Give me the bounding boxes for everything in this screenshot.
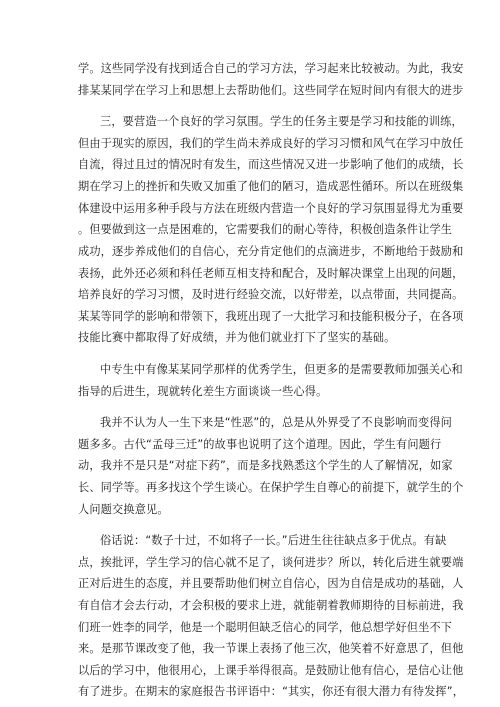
text-line: 题多多。古代“孟母三迁”的故事也说明了这个道理。因此，学生有问题行: [78, 437, 442, 451]
text-line: 表扬，此外还必须和科任老师互相支持和配合，及时解决课堂上出现的问题，: [78, 266, 464, 280]
text-line: 培养良好的学习习惯，及时进行经验交流，以好带差，以点带面，共同提高。: [78, 288, 464, 302]
paragraph-start-line: 俗话说：“数子十过，不如将子一长。”后进生往往缺点多于优点。有缺: [100, 534, 447, 548]
text-line: 但由于现实的原因，我们的学生尚未养成良好的学习习惯和风气在学习中放任: [78, 136, 464, 150]
paragraph-start-line: 我并不认为人一生下来是“性恶”的，总是从外界受了不良影响而变得问: [100, 416, 453, 430]
text-line: 长、同学等。再多找这个学生谈心。在保护学生自尊心的前提下，就学生的个: [78, 480, 464, 494]
text-line: 学。这些同学没有找到适合自己的学习方法，学习起来比较被动。为此，我安: [78, 62, 464, 75]
text-line: 们班一姓李的同学，他是一个聪明但缺乏信心的同学，他总想学好但坐不下: [78, 620, 453, 634]
text-line: 。但要做到这一点是困难的，它需要我们的耐心等待，积极创造条件让学生: [78, 223, 453, 237]
text-line: 点，挨批评，学生学习的信心就不足了，谈何进步？所以，转化后进生就要端: [78, 555, 464, 569]
text-line: 指导的后进生，现就转化差生方面谈谈一些心得。: [78, 384, 328, 398]
text-line: 有了进步。在期末的家庭报告书评语中：“其实，你还有很大潜力有待发挥”，: [78, 685, 465, 699]
text-line: 有自信才会去行动，才会积极的要求上进，就能朝着教师期待的目标前进，我: [78, 599, 464, 612]
text-line: 成功，逐步养成他们的自信心，充分肯定他们的点滴进步，不断地给于鼓励和: [78, 244, 464, 258]
paragraph-start-line: 中专生中有像某某同学那样的优秀学生，但更多的是需要教师加强关心和: [100, 362, 463, 376]
text-line: 自流，得过且过的情况时有发生，而这些情况又进一步影响了他们的成绩，长: [78, 158, 464, 172]
text-line: 动，我并不是只是“对症下药”，而是多找熟悉这个学生的人了解情况，如家: [78, 459, 453, 473]
text-line: 人问题交换意见。: [78, 502, 169, 516]
text-line: 排某某同学在学习上和思想上去帮助他们。这些同学在短时间内有很大的进步: [78, 83, 464, 97]
text-line: 技能比赛中都取得了好成绩，并为他们就业打下了坚实的基础。: [78, 331, 396, 345]
text-line: 以后的学习中，他很用心，上课手举得很高。是鼓励让他有信心，是信心让他: [78, 663, 464, 677]
paragraph-start-line: 三，要营造一个良好的学习氛围。学生的任务主要是学习和技能的训练，: [100, 115, 463, 129]
text-line: 某某等同学的影响和带领下，我班出现了一大批学习和技能积极分子，在各项: [78, 309, 464, 323]
text-line: 体建设中运用多种手段与方法在班级内营造一个良好的学习氛围显得尤为重要: [78, 201, 464, 215]
text-line: 期在学习上的挫折和失败又加重了他们的陋习，造成恶性循环。所以在班级集: [78, 180, 464, 193]
text-line: 正对后进生的态度，并且要帮助他们树立自信心，因为自信是成功的基础，人: [78, 577, 464, 591]
text-line: 来。是那节课改变了他，我一节课上表扬了他三次，他笑着不好意思了，但他: [78, 642, 464, 656]
